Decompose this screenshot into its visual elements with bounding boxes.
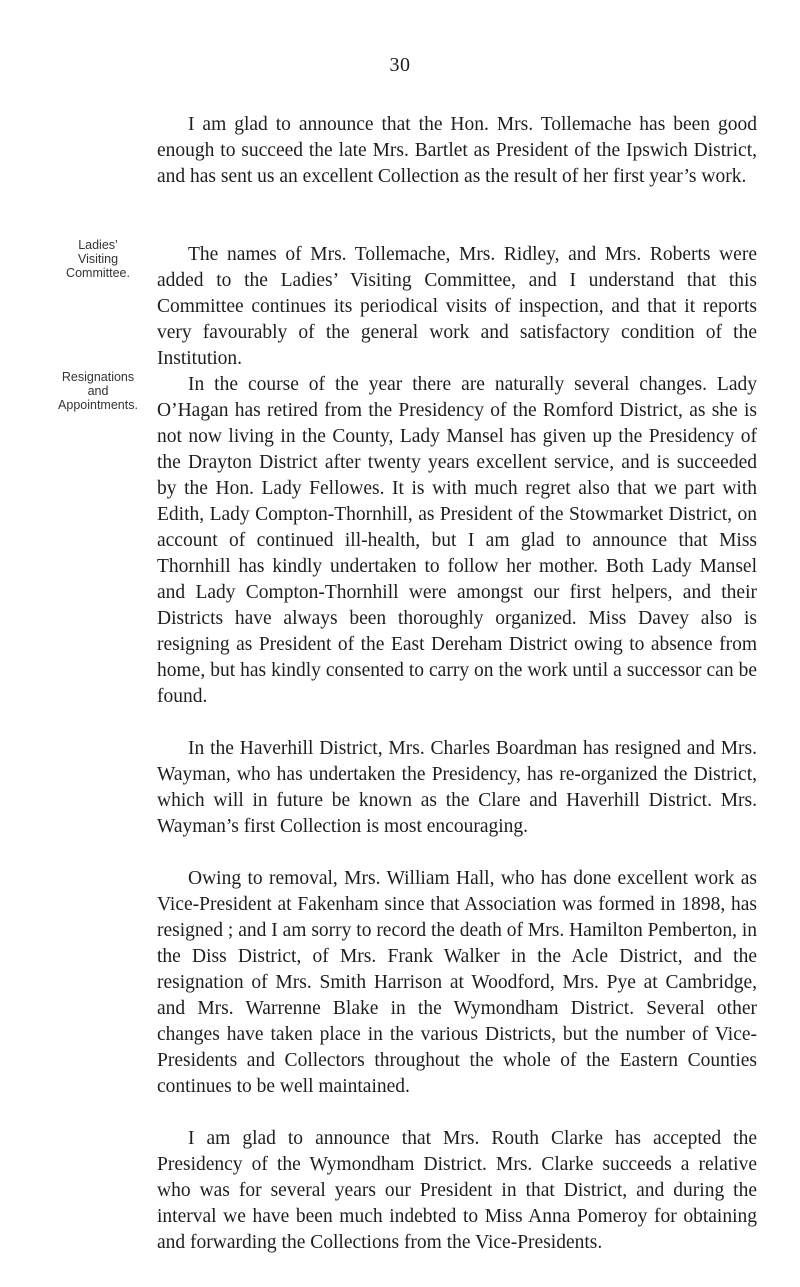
margin-note-line: Appointments. — [58, 398, 138, 412]
margin-note-ladies-visiting-committee — [46, 238, 150, 280]
paragraph-resignations-changes: In the course of the year there are naturally several changes. Lady O’Hagan has retired from the Presidency of the Romford District, as she is not now living in the County, Lady Mansel has given up the Presidency of the Drayton District after twenty years excellent service, and is succeeded by the Hon. Lady Fellowes. It is with much regret also that we part with Edith, Lady Compton-Thornhill, as President of the Stowmarket District, on account of continued ill-health, but I am glad to announce that Miss Thornhill has kindly undertaken to follow her mother. Both Lady Mansel and Lady Compton-Thornhill were amongst our first helpers, and their Districts have always been thoroughly organized. Miss Davey also is resigning as President of the East Dereham District owing to absence from home, but has kindly consented to carry on the work until a successor can be found. — [157, 374, 757, 707]
margin-note-line: Visiting — [77, 252, 119, 266]
margin-note-line: Ladies’ — [78, 238, 118, 252]
margin-note-resignations-appointments — [46, 370, 150, 412]
paragraph-haverhill-district: In the Haverhill District, Mrs. Charles Boardman has resigned and Mrs. Wayman, who has undertaken the Presidency, has re-organized the District, which will in future be known as the Clare and Haverhill District. Mrs. Wayman’s first Collection is most encouraging. — [157, 738, 757, 837]
paragraph-tollemache-ipswich: I am glad to announce that the Hon. Mrs. Tollemache has been good enough to succeed the late Mrs. Bartlet as President of the Ipswich District, and has sent us an excellent Collection as the result of her first year’s work. — [157, 114, 757, 187]
margin-note-line: Committee. — [66, 266, 130, 280]
margin-note-line: and — [87, 384, 109, 398]
paragraph-ladies-visiting-committee: The names of Mrs. Tollemache, Mrs. Ridley, and Mrs. Roberts were added to the Ladies’ Visiting Committee, and I understand that this Committee continues its periodical visits of inspection, and that it reports very favourably of the general work and satisfactory condition of the Institution. — [157, 244, 757, 369]
paragraph-removal-and-deaths: Owing to removal, Mrs. William Hall, who has done excellent work as Vice-President at Fakenham since that Association was formed in 1898, has resigned ; and I am sorry to record the death of Mrs. Hamilton Pemberton, in the Diss District, of Mrs. Frank Walker in the Acle District, and the resignation of Mrs. Smith Harrison at Woodford, Mrs. Pye at Cambridge, and Mrs. Warrenne Blake in the Wymondham District. Several other changes have taken place in the various Districts, but the number of Vice-Presidents and Collectors throughout the whole of the Eastern Counties continues to be well maintained. — [157, 868, 758, 1097]
page-number: 30 — [389, 54, 411, 76]
margin-note-line: Resignations — [61, 370, 135, 384]
paragraph-wymondham-presidency: I am glad to announce that Mrs. Routh Clarke has accepted the Presidency of the Wymondham District. Mrs. Clarke succeeds a relative who was for several years our President in that District, and during the interval we have been much indebted to Miss Anna Pomeroy for obtaining and forwarding the Collections from the Vice-Presidents. — [157, 1128, 757, 1253]
